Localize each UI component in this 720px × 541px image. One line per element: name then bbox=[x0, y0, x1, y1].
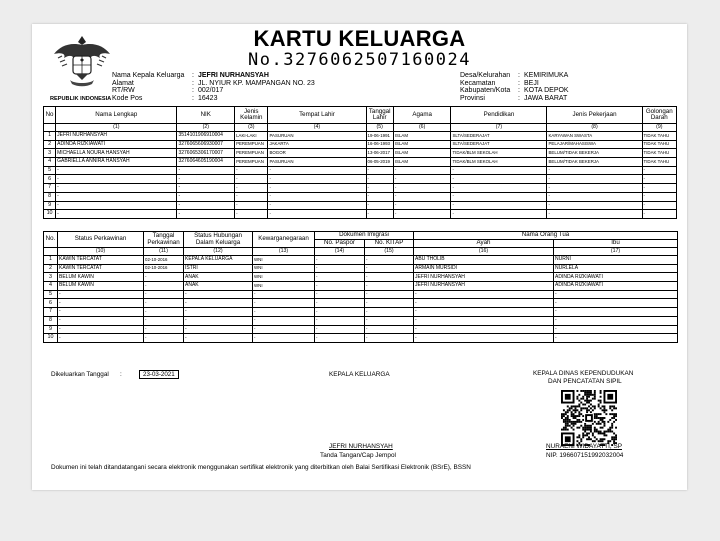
table-cell: - bbox=[268, 192, 366, 201]
table-cell: 10 bbox=[44, 210, 56, 219]
table-cell: TIDAK/BLM SEKOLAH bbox=[451, 158, 547, 167]
index-cell: (2) bbox=[177, 124, 235, 132]
table-cell: - bbox=[366, 166, 393, 175]
document-page bbox=[32, 24, 687, 490]
table-cell: ISLAM bbox=[393, 158, 451, 167]
table-cell: 5 bbox=[44, 166, 56, 175]
field-label: Provinsi bbox=[460, 94, 485, 102]
index-cell: (7) bbox=[451, 124, 547, 132]
field-label: RT/RW bbox=[112, 87, 135, 95]
table-cell: - bbox=[56, 192, 177, 201]
table-cell: TIDAK TAHU bbox=[642, 158, 676, 167]
table-cell: ABU THOLIB bbox=[414, 256, 554, 265]
table-row bbox=[44, 316, 678, 325]
table-cell: - bbox=[414, 299, 554, 308]
table-cell: - bbox=[56, 184, 177, 193]
header-left-fields bbox=[112, 72, 315, 102]
table-cell: - bbox=[268, 201, 366, 210]
electronic-signature-disclaimer: Dokumen ini telah ditandatangani secara elektronik menggunakan sertifikat elektronik yang diterbitkan oleh Balai Sertifikasi Elektronik (BSrE), BSSN bbox=[51, 464, 471, 471]
table-cell: - bbox=[554, 316, 678, 325]
table-cell: 3276065306170007 bbox=[177, 149, 235, 158]
table-row bbox=[44, 299, 678, 308]
table-cell: - bbox=[642, 201, 676, 210]
table-cell: - bbox=[315, 299, 365, 308]
field-label: Kecamatan bbox=[460, 79, 496, 87]
table-cell: - bbox=[177, 210, 235, 219]
table-row bbox=[44, 325, 678, 334]
table-cell: - bbox=[642, 184, 676, 193]
table-row bbox=[44, 256, 678, 265]
table-cell: - bbox=[184, 334, 253, 343]
table-cell: - bbox=[315, 282, 365, 291]
table-cell: - bbox=[365, 264, 414, 273]
header-nik: NIK bbox=[177, 107, 235, 124]
table-cell: KAWIN TERCATAT bbox=[58, 256, 144, 265]
table-cell: 3 bbox=[44, 149, 56, 158]
table-row bbox=[44, 149, 677, 158]
table-cell: 02-10-2016 bbox=[144, 264, 184, 273]
signature-caption: Tanda Tangan/Cap Jempol bbox=[320, 452, 396, 459]
header-pendidikan: Pendidikan bbox=[451, 107, 547, 124]
table-cell: ISLAM bbox=[393, 132, 451, 141]
table-cell: - bbox=[144, 282, 184, 291]
table-cell: - bbox=[315, 273, 365, 282]
index-cell: (16) bbox=[414, 248, 554, 256]
table-cell: - bbox=[268, 166, 366, 175]
table-cell: - bbox=[451, 210, 547, 219]
kepala-keluarga-label: KEPALA KELUARGA bbox=[329, 371, 390, 378]
kelurahan-value: KEMIRIMUKA bbox=[524, 72, 569, 79]
dinas-title-line1: KEPALA DINAS KEPENDUDUKAN bbox=[533, 370, 634, 377]
table-cell: - bbox=[253, 299, 315, 308]
table-cell: - bbox=[184, 299, 253, 308]
table-cell: - bbox=[58, 290, 144, 299]
index-cell: (11) bbox=[144, 248, 184, 256]
table-cell: - bbox=[393, 175, 451, 184]
table-cell: - bbox=[56, 210, 177, 219]
table-cell: - bbox=[393, 166, 451, 175]
header-tanggal-perkawinan: Tanggal Perkawinan bbox=[144, 232, 184, 248]
table-cell: PEREMPUAN bbox=[235, 158, 268, 167]
table-cell: KEPALA KELUARGA bbox=[184, 256, 253, 265]
table-cell: WNI bbox=[253, 273, 315, 282]
table-cell: - bbox=[547, 166, 642, 175]
table-cell: 6 bbox=[44, 299, 58, 308]
table-cell: - bbox=[642, 210, 676, 219]
table-cell: - bbox=[58, 316, 144, 325]
table-cell: 8 bbox=[44, 192, 56, 201]
index-cell bbox=[44, 124, 56, 132]
table-cell: - bbox=[554, 299, 678, 308]
table-cell: - bbox=[235, 166, 268, 175]
table-cell: TIDAK TAHU bbox=[642, 140, 676, 149]
separator: : bbox=[192, 94, 194, 102]
table-cell: - bbox=[414, 334, 554, 343]
table-row bbox=[44, 192, 677, 201]
separator: : bbox=[192, 87, 194, 95]
table-cell: - bbox=[642, 166, 676, 175]
table-row bbox=[44, 282, 678, 291]
table-cell: - bbox=[642, 175, 676, 184]
table-row bbox=[44, 273, 678, 282]
table-row bbox=[44, 334, 678, 343]
issued-label: Dikeluarkan Tanggal bbox=[51, 371, 109, 378]
family-members-table bbox=[43, 106, 677, 219]
table-cell: 16-06-1993 bbox=[366, 140, 393, 149]
table-cell: - bbox=[315, 334, 365, 343]
table-cell: - bbox=[414, 316, 554, 325]
table-cell: 2 bbox=[44, 140, 56, 149]
table-cell: - bbox=[315, 316, 365, 325]
kepala-keluarga-value: JEFRI NURHANSYAH bbox=[198, 72, 269, 79]
table-row bbox=[44, 175, 677, 184]
table-cell: - bbox=[235, 201, 268, 210]
index-cell: (6) bbox=[393, 124, 451, 132]
table-cell: - bbox=[366, 175, 393, 184]
header-status-perkawinan: Status Perkawinan bbox=[58, 232, 144, 248]
table-cell: - bbox=[547, 201, 642, 210]
table-cell: - bbox=[235, 175, 268, 184]
table-cell: WNI bbox=[253, 282, 315, 291]
table-cell: - bbox=[177, 201, 235, 210]
header-right-fields bbox=[460, 72, 569, 102]
table-cell: - bbox=[144, 290, 184, 299]
provinsi-value: JAWA BARAT bbox=[524, 94, 568, 102]
table-cell: - bbox=[315, 308, 365, 317]
rt-rw-value: 002/017 bbox=[198, 87, 224, 95]
table-cell: - bbox=[315, 256, 365, 265]
index-cell: (3) bbox=[235, 124, 268, 132]
table-cell: PASURUAN bbox=[268, 158, 366, 167]
table-cell: - bbox=[177, 184, 235, 193]
table-cell: - bbox=[554, 334, 678, 343]
table-cell: - bbox=[366, 192, 393, 201]
table-cell: - bbox=[365, 299, 414, 308]
separator: : bbox=[518, 72, 520, 79]
header-jenis-kelamin: Jenis Kelamin bbox=[235, 107, 268, 124]
field-label: Desa/Kelurahan bbox=[460, 72, 511, 79]
table-cell: 4 bbox=[44, 282, 58, 291]
index-cell bbox=[44, 248, 58, 256]
table-cell: 7 bbox=[44, 184, 56, 193]
separator: : bbox=[192, 72, 194, 79]
kode-pos-value: 16423 bbox=[198, 94, 218, 102]
table-cell: JEFRI NURHANSYAH bbox=[56, 132, 177, 141]
table-cell: - bbox=[144, 273, 184, 282]
header-no-paspor: No. Paspor bbox=[315, 240, 365, 248]
table-cell: - bbox=[365, 290, 414, 299]
table-cell: - bbox=[235, 184, 268, 193]
separator: : bbox=[518, 79, 520, 87]
table-cell: JEFRI NURHANSYAH bbox=[414, 282, 554, 291]
table-row bbox=[44, 166, 677, 175]
table-row bbox=[44, 158, 677, 167]
table-cell: - bbox=[365, 256, 414, 265]
table-cell: PEREMPUAN bbox=[235, 149, 268, 158]
table-cell: WNI bbox=[253, 264, 315, 273]
table-cell: - bbox=[56, 201, 177, 210]
issued-date: 23-03-2021 bbox=[139, 370, 179, 379]
table-cell: ANAK bbox=[184, 282, 253, 291]
header-status-hubungan: Status Hubungan Dalam Keluarga bbox=[184, 232, 253, 248]
table-cell: NURNI bbox=[554, 256, 678, 265]
header-golongan-darah: Golongan Darah bbox=[642, 107, 676, 124]
table-cell: - bbox=[268, 175, 366, 184]
index-cell: (10) bbox=[58, 248, 144, 256]
table-cell: - bbox=[253, 308, 315, 317]
kk-number: No.3276062507160024 bbox=[248, 50, 471, 70]
separator: : bbox=[518, 94, 520, 102]
table-cell: - bbox=[451, 166, 547, 175]
table-cell: - bbox=[144, 308, 184, 317]
header-no: No bbox=[44, 107, 56, 124]
table-cell: - bbox=[144, 316, 184, 325]
index-cell: (12) bbox=[184, 248, 253, 256]
header-ibu: Ibu bbox=[554, 240, 678, 248]
table-cell: - bbox=[144, 299, 184, 308]
table-cell: - bbox=[554, 325, 678, 334]
table-cell: 06-05-2019 bbox=[366, 158, 393, 167]
header-tempat-lahir: Tempat Lahir bbox=[268, 107, 366, 124]
table-cell: KARYAWAN SWASTA bbox=[547, 132, 642, 141]
table-cell: - bbox=[642, 192, 676, 201]
table-cell: ADINDA RIZKIAWATI bbox=[554, 273, 678, 282]
table-cell: ARMAIN MURSIDI bbox=[414, 264, 554, 273]
table-cell: - bbox=[451, 184, 547, 193]
table-cell: - bbox=[177, 175, 235, 184]
header-dokumen-imigrasi: Dokumen Imigrasi bbox=[315, 232, 414, 240]
table-cell: 3 bbox=[44, 273, 58, 282]
table-row bbox=[44, 210, 677, 219]
index-cell: (5) bbox=[366, 124, 393, 132]
table-cell: - bbox=[177, 192, 235, 201]
field-label: Nama Kepala Keluarga bbox=[112, 72, 185, 79]
table-cell: - bbox=[451, 201, 547, 210]
table-cell: - bbox=[414, 290, 554, 299]
header-tanggal-lahir: Tanggal Lahir bbox=[366, 107, 393, 124]
table-cell: - bbox=[235, 210, 268, 219]
table-cell: - bbox=[365, 273, 414, 282]
table-cell: JAKARTA bbox=[268, 140, 366, 149]
kepala-keluarga-name: JEFRI NURHANSYAH bbox=[329, 443, 393, 450]
table-cell: JEFRI NURHANSYAH bbox=[414, 273, 554, 282]
table-cell: - bbox=[235, 192, 268, 201]
field-label: Kabupaten/Kota bbox=[460, 87, 511, 95]
table-cell: - bbox=[366, 184, 393, 193]
table-row bbox=[44, 290, 678, 299]
table-cell: 5 bbox=[44, 290, 58, 299]
header-nama: Nama Lengkap bbox=[56, 107, 177, 124]
table-cell: WNI bbox=[253, 256, 315, 265]
table-cell: - bbox=[365, 334, 414, 343]
header-pekerjaan: Jenis Pekerjaan bbox=[547, 107, 642, 124]
table-cell: - bbox=[451, 175, 547, 184]
table-cell: 9 bbox=[44, 201, 56, 210]
table-cell: - bbox=[268, 210, 366, 219]
table-cell: BELUM/TIDAK BEKERJA bbox=[547, 158, 642, 167]
table-cell: - bbox=[184, 308, 253, 317]
table-cell: - bbox=[253, 316, 315, 325]
table-cell: - bbox=[184, 325, 253, 334]
table-cell: - bbox=[554, 308, 678, 317]
table-cell: MICHAELLA NOURA HANSYAH bbox=[56, 149, 177, 158]
table-cell: - bbox=[393, 192, 451, 201]
table-cell: 8 bbox=[44, 316, 58, 325]
table-cell: - bbox=[144, 334, 184, 343]
table-cell: ANAK bbox=[184, 273, 253, 282]
table-row bbox=[44, 264, 678, 273]
table-cell: 1 bbox=[44, 256, 58, 265]
table-row bbox=[44, 184, 677, 193]
table-cell: - bbox=[315, 290, 365, 299]
index-cell: (9) bbox=[642, 124, 676, 132]
table-cell: - bbox=[366, 210, 393, 219]
table-cell: - bbox=[253, 290, 315, 299]
index-cell: (14) bbox=[315, 248, 365, 256]
table-cell: 6 bbox=[44, 175, 56, 184]
table-cell: 3514101906910004 bbox=[177, 132, 235, 141]
table-cell: PELAJAR/MAHASISWA bbox=[547, 140, 642, 149]
table-cell: BELUM KAWIN bbox=[58, 273, 144, 282]
index-cell: (4) bbox=[268, 124, 366, 132]
country-label: REPUBLIK INDONESIA bbox=[50, 96, 112, 102]
header-ayah: Ayah bbox=[414, 240, 554, 248]
table-cell: SLTA/SEDERAJAT bbox=[451, 132, 547, 141]
header-kewarganegaraan: Kewarganegaraan bbox=[253, 232, 315, 248]
table-cell: LAKI-LAKI bbox=[235, 132, 268, 141]
table-cell: - bbox=[58, 334, 144, 343]
table-cell: TIDAK TAHU bbox=[642, 149, 676, 158]
table-cell: - bbox=[177, 166, 235, 175]
table-cell: 13-06-2017 bbox=[366, 149, 393, 158]
table-cell: 10 bbox=[44, 334, 58, 343]
table-cell: BELUM/TIDAK BEKERJA bbox=[547, 149, 642, 158]
alamat-value: JL. NYIUR KP. MAMPANGAN NO. 23 bbox=[198, 79, 315, 87]
table-cell: - bbox=[184, 316, 253, 325]
dinas-official-name: NURAENI WIDAYATTI, SP bbox=[546, 443, 622, 450]
table-cell: - bbox=[253, 325, 315, 334]
table-cell: BOGOR bbox=[268, 149, 366, 158]
table-cell: 2 bbox=[44, 264, 58, 273]
table-cell: 1 bbox=[44, 132, 56, 141]
table-cell: - bbox=[268, 184, 366, 193]
table-cell: PASURUAN bbox=[268, 132, 366, 141]
table-cell: - bbox=[56, 166, 177, 175]
table-row bbox=[44, 140, 677, 149]
table-cell: - bbox=[414, 325, 554, 334]
table-cell: 3276065606930007 bbox=[177, 140, 235, 149]
table-cell: 02-10-2016 bbox=[144, 256, 184, 265]
table-cell: ISLAM bbox=[393, 149, 451, 158]
table-row bbox=[44, 308, 678, 317]
table-cell: - bbox=[451, 192, 547, 201]
table-cell: SLTA/SEDERAJAT bbox=[451, 140, 547, 149]
table-cell: - bbox=[365, 325, 414, 334]
table-cell: - bbox=[547, 192, 642, 201]
table-cell: - bbox=[56, 175, 177, 184]
table-cell: 3276064605190004 bbox=[177, 158, 235, 167]
table-cell: - bbox=[184, 290, 253, 299]
table-cell: 4 bbox=[44, 158, 56, 167]
table-cell: TIDAK TAHU bbox=[642, 132, 676, 141]
table-cell: - bbox=[393, 210, 451, 219]
table-cell: - bbox=[393, 184, 451, 193]
index-cell: (13) bbox=[253, 248, 315, 256]
table-cell: - bbox=[547, 175, 642, 184]
separator: : bbox=[518, 87, 520, 95]
table-cell: 19-06-1991 bbox=[366, 132, 393, 141]
table-cell: KAWIN TERCATAT bbox=[58, 264, 144, 273]
table-cell: - bbox=[365, 282, 414, 291]
index-cell: (17) bbox=[554, 248, 678, 256]
table-cell: - bbox=[253, 334, 315, 343]
dinas-title-line2: DAN PENCATATAN SIPIL bbox=[548, 378, 622, 385]
table-cell: - bbox=[554, 290, 678, 299]
table-cell: GABRIELLA ANNIRA HANSYAH bbox=[56, 158, 177, 167]
issued-separator: : bbox=[120, 371, 122, 378]
table-row bbox=[44, 132, 677, 141]
table-cell: NURLELA bbox=[554, 264, 678, 273]
table-cell: - bbox=[144, 325, 184, 334]
document-title: KARTU KELUARGA bbox=[253, 26, 466, 51]
table-cell: - bbox=[365, 308, 414, 317]
table-cell: TIDAK/BLM SEKOLAH bbox=[451, 149, 547, 158]
header-nama-orang-tua: Nama Orang Tua bbox=[414, 232, 678, 240]
header-agama: Agama bbox=[393, 107, 451, 124]
kota-value: KOTA DEPOK bbox=[524, 87, 569, 95]
index-cell: (1) bbox=[56, 124, 177, 132]
field-label: Alamat bbox=[112, 79, 134, 87]
table-cell: - bbox=[366, 201, 393, 210]
table-cell: ADINDA RIZKIAWATI bbox=[56, 140, 177, 149]
qr-code-icon bbox=[561, 390, 617, 446]
table-cell: - bbox=[414, 308, 554, 317]
header-no-kitap: No. KITAP bbox=[365, 240, 414, 248]
table-cell: PEREMPUAN bbox=[235, 140, 268, 149]
table-cell: - bbox=[365, 316, 414, 325]
field-label: Kode Pos bbox=[112, 94, 143, 102]
table-cell: - bbox=[315, 325, 365, 334]
index-cell: (15) bbox=[365, 248, 414, 256]
table-cell: ADINDA RIZKIAWATI bbox=[554, 282, 678, 291]
table-cell: - bbox=[393, 201, 451, 210]
table-cell: 9 bbox=[44, 325, 58, 334]
table-cell: - bbox=[58, 299, 144, 308]
table-cell: BELUM KAWIN bbox=[58, 282, 144, 291]
separator: : bbox=[192, 79, 194, 87]
family-status-table bbox=[43, 231, 678, 343]
kecamatan-value: BEJI bbox=[524, 79, 539, 87]
table-cell: - bbox=[315, 264, 365, 273]
index-cell: (8) bbox=[547, 124, 642, 132]
table-cell: ISLAM bbox=[393, 140, 451, 149]
table-cell: 7 bbox=[44, 308, 58, 317]
table-cell: - bbox=[547, 210, 642, 219]
dinas-official-nip: NIP. 196607151992032004 bbox=[546, 452, 624, 459]
header-no: No. bbox=[44, 232, 58, 248]
table-row bbox=[44, 201, 677, 210]
table-cell: - bbox=[58, 308, 144, 317]
table-cell: - bbox=[58, 325, 144, 334]
table-cell: - bbox=[547, 184, 642, 193]
table-cell: ISTRI bbox=[184, 264, 253, 273]
